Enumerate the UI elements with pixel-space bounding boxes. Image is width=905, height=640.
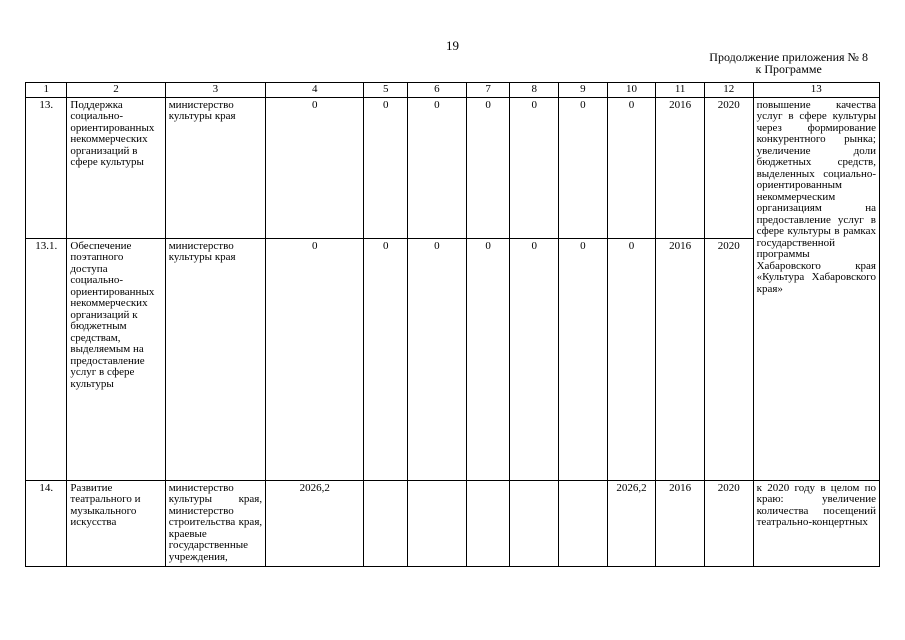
executor: министерство культуры края, министерство строительства края, краевые государственные учреждения,: [165, 480, 265, 566]
table-row: [26, 238, 880, 480]
value-col-6: [407, 480, 466, 566]
value-col-8: [510, 480, 559, 566]
value-col-6: 0: [407, 97, 466, 238]
start-year: 2016: [656, 480, 705, 566]
expected-result: повышение качества услуг в сфере культуры через формирование конкурентного рынка; увеличение доли бюджетных средств, выделенных социально-ориентированным некоммерческим организациям на предоставление услуг в сфере культуры в рамках государственной программы Хабаровского края «Культура Хабаровского края»: [753, 97, 879, 480]
value-col-5: 0: [364, 97, 407, 238]
value-col-5: 0: [364, 238, 407, 480]
expected-result: к 2020 году в целом по краю: увеличение количества посещений театрально-концертных: [753, 480, 879, 566]
value-col-7: 0: [466, 97, 509, 238]
col-header-8: 8: [510, 83, 559, 98]
end-year: 2020: [704, 480, 753, 566]
value-col-9: 0: [559, 97, 608, 238]
measure-name: Развитие театрального и музыкального искусства: [67, 480, 165, 566]
value-col-10: 2026,2: [607, 480, 656, 566]
appendix-line-1: Продолжение приложения № 8: [709, 50, 868, 64]
program-table: [25, 82, 880, 567]
col-header-10: 10: [607, 83, 656, 98]
value-col-9: 0: [559, 238, 608, 480]
value-col-7: 0: [466, 238, 509, 480]
col-header-9: 9: [559, 83, 608, 98]
value-col-7: [466, 480, 509, 566]
col-header-6: 6: [407, 83, 466, 98]
value-col-8: 0: [510, 97, 559, 238]
executor: министерство культуры края: [165, 97, 265, 238]
start-year: 2016: [656, 238, 705, 480]
col-header-12: 12: [704, 83, 753, 98]
value-col-8: 0: [510, 238, 559, 480]
appendix-line-2: к Программе: [755, 62, 822, 76]
value-col-9: [559, 480, 608, 566]
appendix-caption: [709, 51, 868, 75]
col-header-4: 4: [266, 83, 364, 98]
row-number: 13.: [26, 97, 67, 238]
page-number: 19: [446, 38, 459, 53]
col-header-13: 13: [753, 83, 879, 98]
col-header-7: 7: [466, 83, 509, 98]
row-number: 14.: [26, 480, 67, 566]
col-header-2: 2: [67, 83, 165, 98]
value-col-5: [364, 480, 407, 566]
col-header-5: 5: [364, 83, 407, 98]
table-row: [26, 480, 880, 566]
end-year: 2020: [704, 97, 753, 238]
row-number: 13.1.: [26, 238, 67, 480]
value-col-6: 0: [407, 238, 466, 480]
value-col-4: 0: [266, 238, 364, 480]
table-row: [26, 97, 880, 238]
measure-name: Поддержка социально-ориентированных некоммерческих организаций в сфере культуры: [67, 97, 165, 238]
value-col-4: 0: [266, 97, 364, 238]
end-year: 2020: [704, 238, 753, 480]
measure-name: Обеспечение поэтапного доступа социально-ориентированных некоммерческих организаций к бюджетным средствам, выделяемым на предоставление услуг в сфере культуры: [67, 238, 165, 480]
col-header-1: 1: [26, 83, 67, 98]
col-header-11: 11: [656, 83, 705, 98]
value-col-4: 2026,2: [266, 480, 364, 566]
start-year: 2016: [656, 97, 705, 238]
value-col-10: 0: [607, 238, 656, 480]
value-col-10: 0: [607, 97, 656, 238]
executor: министерство культуры края: [165, 238, 265, 480]
col-header-3: 3: [165, 83, 265, 98]
header-row: [26, 83, 880, 98]
